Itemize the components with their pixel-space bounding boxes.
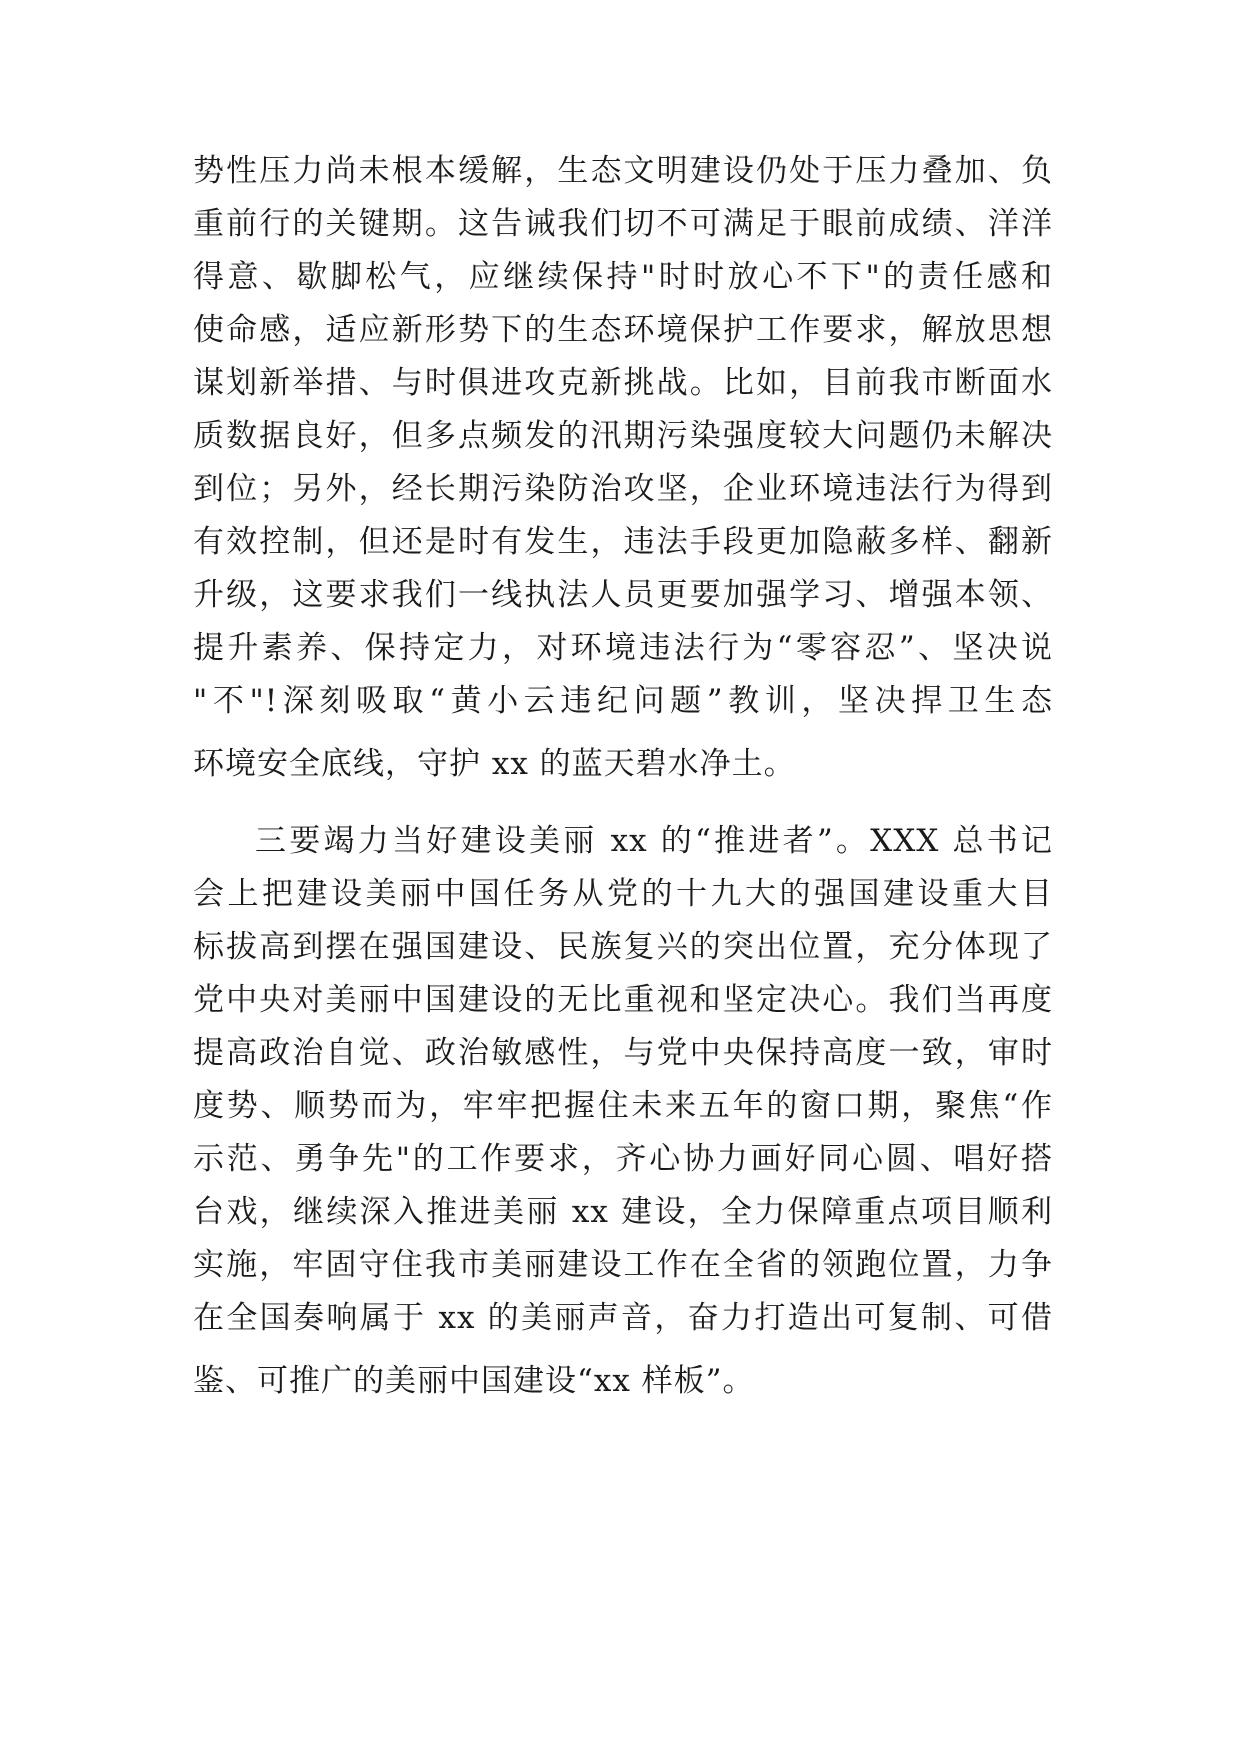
paragraph-2-line: 党中央对美丽中国建设的无比重视和坚定决心。我们当再度: [193, 982, 1053, 1018]
paragraph-2-line: 鉴、可推广的美丽中国建设“xx 样板”。: [193, 1363, 755, 1399]
paragraph-1-line: 质数据良好，但多点频发的汛期污染强度较大问题仍未解决: [193, 418, 1053, 454]
paragraph-2-line: 标拔高到摆在强国建设、民族复兴的突出位置，充分体现了: [193, 929, 1053, 965]
paragraph-2-line: 示范、勇争先"的工作要求，齐心协力画好同心圆、唱好搭: [193, 1141, 1053, 1177]
paragraph-1-line: "不"!深刻吸取“黄小云违纪问题”教训，坚决捍卫生态: [193, 683, 1053, 719]
paragraph-1-line: 到位；另外，经长期污染防治攻坚，企业环境违法行为得到: [193, 471, 1053, 507]
paragraph-2-line: 会上把建设美丽中国任务从党的十九大的强国建设重大目: [193, 876, 1053, 912]
paragraph-1-line: 重前行的关键期。这告诫我们切不可满足于眼前成绩、洋洋: [193, 206, 1053, 242]
paragraph-1-line: 有效控制，但还是时有发生，违法手段更加隐蔽多样、翻新: [193, 524, 1053, 560]
paragraph-1-line: 提升素养、保持定力，对环境违法行为“零容忍”、坚决说: [193, 630, 1053, 666]
paragraph-2-line: 度势、顺势而为，牢牢把握住未来五年的窗口期，聚焦“作: [193, 1088, 1053, 1124]
paragraph-1-line: 使命感，适应新形势下的生态环境保护工作要求，解放思想: [193, 312, 1053, 348]
paragraph-1-line: 谋划新举措、与时俱进攻克新挑战。比如，目前我市断面水: [193, 365, 1053, 401]
paragraph-1-line: 升级，这要求我们一线执法人员更要加强学习、增强本领、: [193, 577, 1053, 613]
paragraph-2-line: 实施，牢固守住我市美丽建设工作在全省的领跑位置，力争: [193, 1247, 1053, 1283]
paragraph-2-line: 提高政治自觉、政治敏感性，与党中央保持高度一致，审时: [193, 1035, 1053, 1071]
paragraph-1-line: 势性压力尚未根本缓解，生态文明建设仍处于压力叠加、负: [193, 153, 1053, 189]
paragraph-1-line: 环境安全底线，守护 xx 的蓝天碧水净土。: [193, 746, 796, 782]
paragraph-2-line: 台戏，继续深入推进美丽 xx 建设，全力保障重点项目顺利: [193, 1194, 1053, 1230]
paragraph-1: [193, 145, 1053, 1408]
paragraph-2-line: 三要竭力当好建设美丽 xx 的“推进者”。XXX 总书记: [255, 823, 1053, 859]
paragraph-1-line: 得意、歇脚松气，应继续保持"时时放心不下"的责任感和: [193, 259, 1053, 295]
paragraph-2-line: 在全国奏响属于 xx 的美丽声音，奋力打造出可复制、可借: [193, 1300, 1053, 1336]
